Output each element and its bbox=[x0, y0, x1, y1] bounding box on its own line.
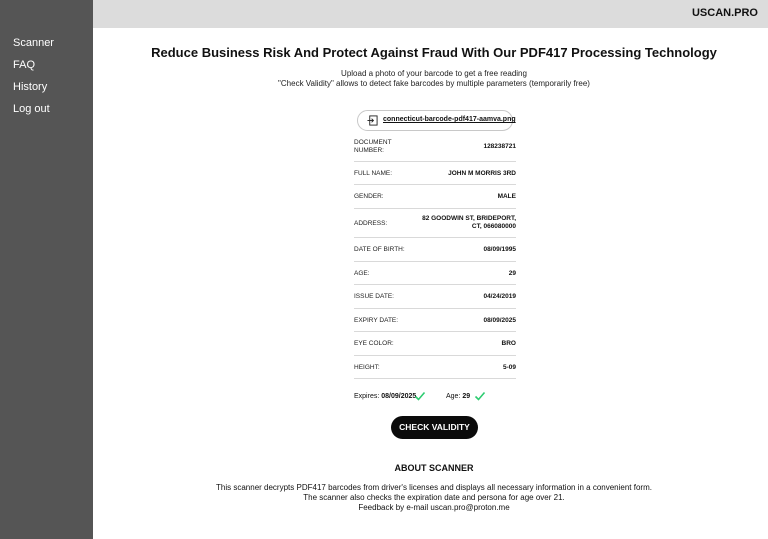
main-content bbox=[93, 28, 768, 539]
field-label: ISSUE DATE: bbox=[354, 293, 394, 300]
age-check: Age: 29 bbox=[446, 393, 471, 400]
check-validity-hint: "Check Validity" allows to detect fake barcodes by multiple parameters (temporarily free) bbox=[278, 79, 590, 88]
expires-check: Expires: 08/09/2025 bbox=[354, 393, 417, 400]
sidebar bbox=[0, 0, 93, 539]
field-value: JOHN M MORRIS 3RD bbox=[448, 170, 516, 177]
table-row bbox=[354, 238, 516, 262]
check-validity-button[interactable]: CHECK VALIDITY bbox=[391, 416, 478, 439]
top-bar bbox=[93, 0, 768, 28]
check-icon bbox=[414, 390, 426, 402]
field-value: 128238721 bbox=[483, 143, 516, 150]
table-row bbox=[354, 262, 516, 285]
check-icon bbox=[474, 390, 486, 402]
sidebar-item-history[interactable]: History bbox=[13, 81, 48, 93]
table-row bbox=[354, 356, 516, 379]
field-label: HEIGHT: bbox=[354, 364, 380, 371]
field-value: MALE bbox=[497, 193, 516, 200]
uploaded-file-button[interactable] bbox=[357, 110, 516, 131]
page-title: Reduce Business Risk And Protect Against Fraud With Our PDF417 Processing Technology bbox=[151, 45, 717, 60]
table-row bbox=[354, 185, 516, 209]
upload-hint: Upload a photo of your barcode to get a free reading bbox=[341, 69, 527, 78]
about-text: This scanner decrypts PDF417 barcodes from driver's licenses and displays all necessary information in a convenient form. bbox=[216, 483, 652, 492]
field-label: GENDER: bbox=[354, 193, 384, 200]
field-value: 29 bbox=[508, 270, 516, 277]
about-text: The scanner also checks the expiration date and persona for age over 21. bbox=[303, 493, 565, 502]
validity-checks bbox=[354, 390, 554, 404]
field-value: BRO bbox=[501, 340, 516, 347]
table-row bbox=[354, 285, 516, 309]
feedback-text: Feedback by e-mail uscan.pro@proton.me bbox=[358, 503, 510, 512]
field-label: DOCUMENT NUMBER: bbox=[354, 139, 392, 154]
sidebar-item-faq[interactable]: FAQ bbox=[13, 59, 36, 71]
table-row bbox=[354, 133, 516, 162]
sidebar-item-logout[interactable]: Log out bbox=[13, 103, 50, 115]
barcode-data-table bbox=[354, 133, 516, 379]
field-value: 08/09/2025 bbox=[483, 317, 516, 324]
field-label: EXPIRY DATE: bbox=[354, 317, 399, 324]
field-label: AGE: bbox=[354, 270, 370, 277]
field-value: 04/24/2019 bbox=[483, 293, 516, 300]
about-title: ABOUT SCANNER bbox=[394, 463, 474, 473]
sidebar-item-scanner[interactable]: Scanner bbox=[13, 37, 54, 49]
field-value: 82 GOODWIN ST, BRIDEPORT, CT, 066080000 bbox=[422, 215, 516, 230]
table-row bbox=[354, 309, 516, 332]
field-label: EYE COLOR: bbox=[354, 340, 394, 347]
table-row bbox=[354, 209, 516, 238]
file-upload-icon bbox=[367, 115, 378, 126]
field-label: ADDRESS: bbox=[354, 220, 388, 227]
table-row bbox=[354, 162, 516, 185]
field-label: DATE OF BIRTH: bbox=[354, 246, 405, 253]
field-value: 08/09/1995 bbox=[483, 246, 516, 253]
field-label: FULL NAME: bbox=[354, 170, 393, 177]
brand-logo[interactable]: USCAN.PRO bbox=[691, 7, 758, 19]
field-value: 5-09 bbox=[502, 364, 516, 371]
table-row bbox=[354, 332, 516, 356]
uploaded-file-name[interactable]: connecticut-barcode-pdf417-aamva.png bbox=[383, 116, 516, 123]
